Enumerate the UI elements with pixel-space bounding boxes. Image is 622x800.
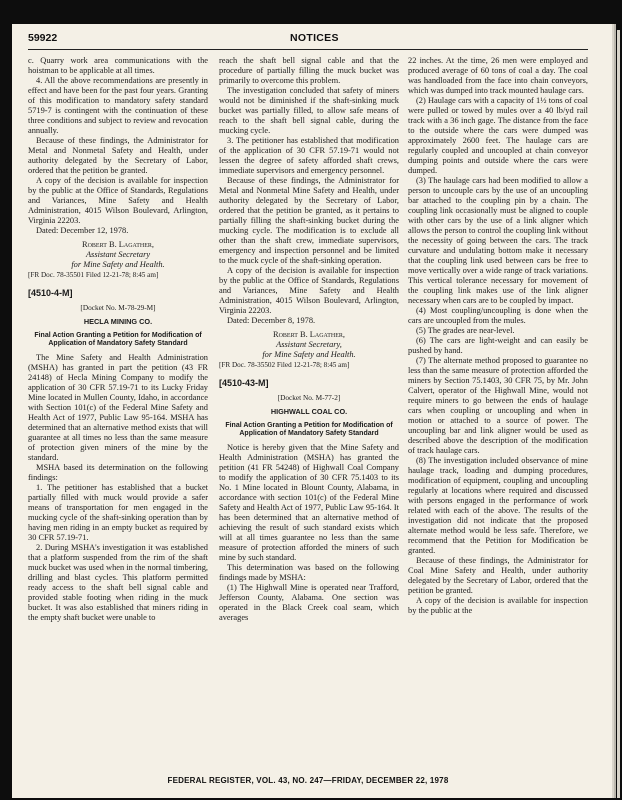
paragraph: 22 inches. At the time, 26 men were employed and produced average of 60 tons of coal a day. The coal was handloaded from the face into chain conveyors, which was dumped into track mounted haulage cars. xyxy=(408,56,588,95)
paragraph: (7) The alternate method proposed to guarantee no less than the same measure of protection afforded the miners by Section 75.1403, 30 CFR 75, by Mr. John Calvert, operator of the Highwall Mine, would not require miners to go between the ends of haulage cars when coupling or uncoupling and when in motion or attached to a source of power. The uncoupling bar and link aligner would be used as described above the description of the modification of track haulage cars. xyxy=(408,356,588,455)
paragraph: (8) The investigation included observance of mine haulage track, loading and dumping procedures, modification of equipment, coupling and uncoupling regularly at locations where required and discussed with persons engaged in the performance of work related with each of the above. The results of the investigation did not indicate that the proposed alternate method would be less safe. Therefore, we recommend that the Petition for Modification be granted. xyxy=(408,456,588,555)
signatory-title: for Mine Safety and Health. xyxy=(262,350,356,359)
signatory-name: Robert B. Lagather, xyxy=(273,330,345,339)
subject-heading: Final Action Granting a Petition for Modification of Application of Mandatory Safety Standard xyxy=(225,421,393,438)
paragraph: 3. The petitioner has established that modification of the application of 30 CFR 57.19-71 would not lessen the degree of safety afforded shaft crews, immediate supervisors and emergency personnel. xyxy=(219,136,399,175)
fr-doc-line: [FR Doc. 78-35502 Filed 12-21-78; 8:45 am] xyxy=(219,361,350,369)
docket-number: [Docket No. M-77-2] xyxy=(277,393,341,403)
fr-doc-line: [FR Doc. 78-35501 Filed 12-21-78; 8:45 am] xyxy=(28,271,159,279)
subject-heading: Final Action Granting a Petition for Modification of Application of Mandatory Safety Standard xyxy=(34,331,202,348)
paragraph: (2) Haulage cars with a capacity of 1½ tons of coal were pulled or towed by mules over a 40 lb/yd rail track with a 36 inch gage. The distance from the face to the outside where the cars were dumped was approximately 2600 feet. The haulage cars are regularly coupled and uncoupled at chain conveyor dumping points and outside where the cars were dumped. xyxy=(408,96,588,175)
dated-line: Dated: December 12, 1978. xyxy=(36,226,129,235)
column-1 xyxy=(28,56,208,623)
column-3 xyxy=(408,56,588,616)
header-rule xyxy=(28,49,588,50)
paragraph: The Mine Safety and Health Administration (MSHA) has granted in part the petition (43 FR 24148) of Hecla Mining Company to modify the application of 30 CFR 57.19-71 to its Lucky Friday Mine located in Mullen County, Idaho, in accordance with Section 101(c) of the Federal Mine Safety and Health Act of 1977, Public Law 95-164. MSHA has determined that an alternative method exists that will guarantee at all times no less than the same measure of protection given miners of the mine by the standard. xyxy=(28,353,208,463)
paragraph: (4) Most coupling/uncoupling is done when the cars are uncoupled from the mules. xyxy=(408,306,588,325)
paragraph: (1) The Highwall Mine is operated near Trafford, Jefferson County, Alabama. One section was operated in the Black Creek coal seam, which averages xyxy=(219,583,399,623)
signatory-name: Robert B. Lagather, xyxy=(82,240,154,249)
paragraph: (6) The cars are light-weight and can easily be pushed by hand. xyxy=(408,336,588,355)
paragraph: A copy of the decision is available for inspection by the public at the Office of Standards, Regulations and Variances, Mine Safety and Health Administration, 4015 Wilson Boulevard, Arlington, Virginia 22203. xyxy=(28,176,208,225)
dated-line: Dated: December 8, 1978. xyxy=(227,316,316,325)
paragraph: A copy of the decision is available for inspection by the public at the Office of Standards, Regulations and Variances, Mine Safety and Health Administration, 4015 Wilson Boulevard, Arlington, Virginia 22203. xyxy=(219,266,399,315)
company-heading: HIGHWALL COAL CO. xyxy=(270,406,348,416)
page-footer: FEDERAL REGISTER, VOL. 43, NO. 247—FRIDAY, DECEMBER 22, 1978 xyxy=(167,776,449,785)
paragraph: A copy of the decision is available for inspection by the public at the xyxy=(408,596,588,615)
paragraph: c. Quarry work area communications with the hoistman to be applicable at all times. xyxy=(28,56,208,75)
paragraph: Because of these findings, the Administrator for Coal Mine Safety and Health, under authority delegated by the Secretary of Labor, ordered that the petition be granted. xyxy=(408,556,588,595)
paragraph: 1. The petitioner has established that a bucket partially filled with muck would provide a safer means of transportation for men engaged in the mucking cycle of the shaft-sinking operation than by having men riding in an empty bucket as required by 30 CFR 57.19-71. xyxy=(28,483,208,543)
paragraph: (5) The grades are near-level. xyxy=(416,326,515,335)
page-header xyxy=(28,32,588,46)
paragraph: reach the shaft bell signal cable and that the procedure of partially filling the muck bucket was primarily to overcome this problem. xyxy=(219,56,399,85)
company-heading: HECLA MINING CO. xyxy=(83,316,153,326)
paragraph: Because of these findings, the Administrator for Metal and Nonmetal Safety and Health, under authority delegated by the Secretary of Labor, ordered that the petition be granted. xyxy=(28,136,208,175)
paragraph: (3) The haulage cars had been modified to allow a person to uncouple cars by the use of an uncoupling bar attached to the coupling pin by a chain. The coupling link occasionally must be aligned to couple with other cars by the use of a link aligner which allows the person to control the coupling link without the necessity of going between the cars. The track curvature and undulating bottom make it necessary that the coupling link used between cars be free to move vertically over a wide range of track variations. This vertical tolerance necessary for movement of the coupling link makes use of the link aligner necessary when cars are to be coupled by impact. xyxy=(408,176,588,305)
paragraph: Because of these findings, the Administrator for Metal and Nonmetal Mine Safety and Health, under authority delegated by the Secretary of Labor, ordered that the petition be granted, as it pertains to partially filling the shaft-sinking bucket during the mucking cycle. The modification is to exclude all other than the shaft crew, immediate supervisors, emergency and inspection personnel and be limited to the muck cycle of the shaft-sinking operation. xyxy=(219,176,399,265)
signatory-title: for Mine Safety and Health. xyxy=(71,260,165,269)
paragraph: MSHA based its determination on the following findings: xyxy=(28,463,208,483)
billing-code: [4510-4-M] xyxy=(28,287,73,298)
docket-number: [Docket No. M-78-29-M] xyxy=(80,303,156,313)
page-stack-edge xyxy=(613,30,616,798)
signatory-title: Assistant Secretary, xyxy=(276,340,342,349)
paragraph: This determination was based on the following findings made by MSHA: xyxy=(219,563,399,583)
page-number: 59922 xyxy=(28,32,58,44)
page-stack-edge xyxy=(617,30,620,798)
paragraph: The investigation concluded that safety of miners would not be diminished if the shaft-sinking muck bucket was partially filled, to allow safe means of reach to the shaft bell signal cable, during the mucking cycle. xyxy=(219,86,399,135)
section-title: NOTICES xyxy=(290,32,339,44)
paragraph: 4. All the above recommendations are presently in effect and have been for the past four years. Granting of this modification to mandatory safety standard 5719-7 is contingent with the continuation of these three conditions and subject to review and revocation annually. xyxy=(28,76,208,135)
signatory-title: Assistant Secretary xyxy=(85,250,151,259)
column-2 xyxy=(219,56,399,623)
paragraph: 2. During MSHA's investigation it was established that a platform suspended from the rim of the shaft muck bucket was used when in the normal timbering, drilling and blast cycles. This platform permitted ready access to the shaft bell signal cable and provided stable footing when riding in the muck bucket. It was also established that miners riding in the empty shaft bucket were unable to xyxy=(28,543,208,623)
billing-code: [4510-43-M] xyxy=(219,377,269,388)
paragraph: Notice is hereby given that the Mine Safety and Health Administration (MSHA) has granted the petition (41 FR 54248) of Highwall Coal Company to modify the application of 30 CFR 75.1403 to its No. 1 Mine located in Blount County, Alabama, in accordance with section 101(c) of the Federal Mine Safety and Health Act of 1977, Public Law 95-164. It has been determined that an alternative method of achieving the result of such standard exists which will at all times guarantee no less than the same measure of protection afforded the miners of such mine by such standard. xyxy=(219,443,399,563)
